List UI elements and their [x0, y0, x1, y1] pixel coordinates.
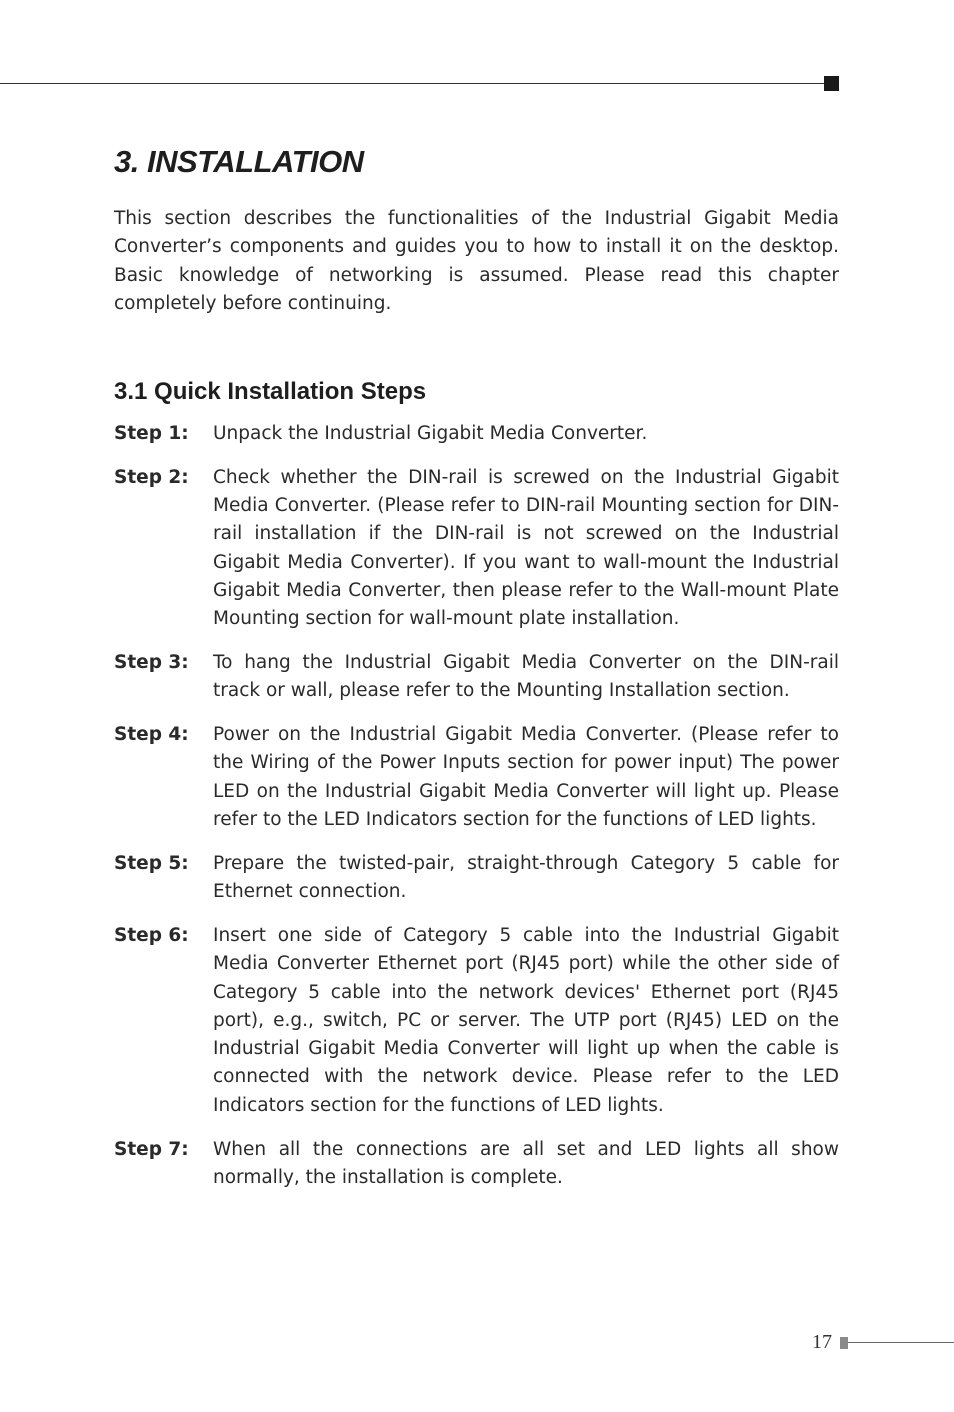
step-text: Prepare the twisted-pair, straight-through Category 5 cable for Ethernet connection.	[213, 852, 839, 903]
step-item	[114, 464, 839, 634]
step-label: Step 2:	[114, 466, 189, 488]
step-text: Insert one side of Category 5 cable into the Industrial Gigabit Media Converter Ethernet port (RJ45 port) while the other side of Category 5 cable into the network devices' Ethernet port (RJ45 port), e.g., switch, PC or server. The UTP port (RJ45) LED on the Industrial Gigabit Media Converter will light up when the cable is connected with the network device. Please refer to the LED Indicators section for the functions of LED lights.	[213, 924, 839, 1116]
chapter-title: 3. INSTALLATION	[114, 144, 364, 179]
step-label: Step 3:	[114, 652, 189, 674]
steps-list	[114, 420, 839, 1208]
step-item	[114, 850, 839, 907]
section-title: 3.1 Quick Installation Steps	[114, 378, 427, 405]
step-item	[114, 922, 839, 1120]
step-label: Step 4:	[114, 724, 189, 746]
step-item	[114, 649, 839, 706]
header-rule	[0, 83, 826, 84]
step-text: To hang the Industrial Gigabit Media Converter on the DIN-rail track or wall, please refer to the Mounting Installation section.	[213, 652, 839, 702]
step-text: Power on the Industrial Gigabit Media Converter. (Please refer to the Wiring of the Power Inputs section for power input) The power LED on the Industrial Gigabit Media Converter will light up. Please refer to the LED Indicators section for the functions of LED lights.	[213, 724, 839, 831]
step-label: Step 6:	[114, 924, 189, 946]
step-label: Step 5:	[114, 852, 189, 874]
page-number: 17	[812, 1331, 832, 1353]
step-item	[114, 721, 839, 834]
step-text: When all the connections are all set and LED lights all show normally, the installation is complete.	[213, 1138, 839, 1188]
footer-square-marker	[840, 1337, 848, 1349]
step-label: Step 7:	[114, 1138, 189, 1160]
step-item	[114, 1136, 839, 1193]
step-label: Step 1:	[114, 423, 189, 444]
step-item	[114, 420, 839, 448]
step-text: Check whether the DIN-rail is screwed on the Industrial Gigabit Media Converter. (Please refer to DIN-rail Mounting section for DIN-rail installation if the DIN-rail is not screwed on the Industrial Gigabit Media Converter). If you want to wall-mount the Industrial Gigabit Media Converter, then please refer to the Wall-mount Plate Mounting section for wall-mount plate installation.	[213, 466, 839, 630]
footer-rule	[848, 1342, 954, 1343]
header-square-marker	[824, 76, 839, 91]
step-text: Unpack the Industrial Gigabit Media Converter.	[213, 423, 648, 444]
intro-paragraph: This section describes the functionalities of the Industrial Gigabit Media Converter’s components and guides you to how to install it on the desktop. Basic knowledge of networking is assumed. Please read this chapter completely before continuing.	[114, 208, 839, 314]
